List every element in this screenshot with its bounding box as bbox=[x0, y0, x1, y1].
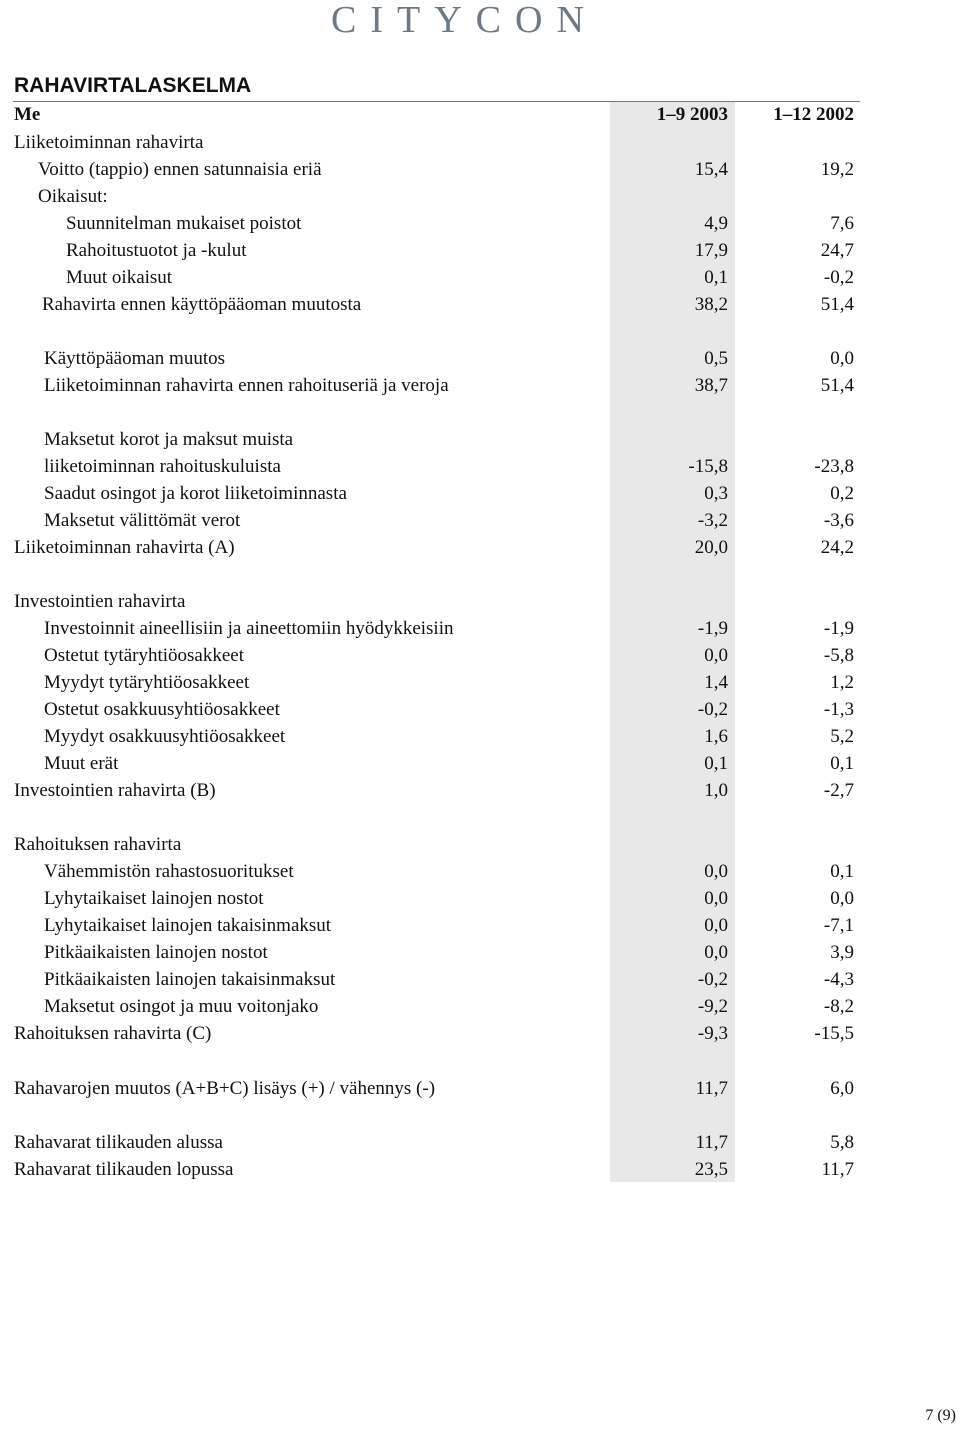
row-label: Rahavarat tilikauden alussa bbox=[14, 1132, 223, 1153]
row-label: Pitkäaikaisten lainojen takaisinmaksut bbox=[44, 969, 336, 990]
table-row bbox=[0, 237, 960, 264]
row-value-1-9-2003: -3,2 bbox=[697, 510, 728, 531]
row-value-1-9-2003: 1,0 bbox=[704, 780, 728, 801]
row-value-1-12-2002: 0,0 bbox=[830, 348, 854, 369]
table-row bbox=[0, 183, 960, 210]
table-row bbox=[0, 750, 960, 777]
row-value-1-9-2003: 15,4 bbox=[694, 159, 728, 180]
row-value-1-12-2002: -15,5 bbox=[814, 1023, 854, 1044]
row-value-1-9-2003: 38,7 bbox=[694, 375, 728, 396]
row-value-1-9-2003: 0,0 bbox=[704, 861, 728, 882]
row-value-1-12-2002: -1,9 bbox=[823, 618, 854, 639]
row-value-1-9-2003: 0,0 bbox=[704, 888, 728, 909]
row-value-1-12-2002: -4,3 bbox=[823, 969, 854, 990]
table-row bbox=[0, 858, 960, 885]
row-label: Liiketoiminnan rahavirta (A) bbox=[14, 537, 235, 558]
row-label: Maksetut osingot ja muu voitonjako bbox=[44, 996, 319, 1017]
row-value-1-12-2002: 24,2 bbox=[820, 537, 854, 558]
row-value-1-9-2003: 17,9 bbox=[694, 240, 728, 261]
row-label: Ostetut osakkuusyhtiöosakkeet bbox=[44, 699, 280, 720]
unit-label: Me bbox=[14, 104, 41, 125]
row-label: Rahoitustuotot ja -kulut bbox=[66, 240, 247, 261]
row-label: Myydyt osakkuusyhtiöosakkeet bbox=[44, 726, 286, 747]
row-value-1-9-2003: 1,6 bbox=[704, 726, 728, 747]
table-row bbox=[0, 831, 960, 858]
row-value-1-9-2003: 4,9 bbox=[704, 213, 728, 234]
row-label: Investoinnit aineellisiin ja aineettomiin hyödykkeisiin bbox=[44, 618, 454, 639]
row-value-1-12-2002: 5,2 bbox=[830, 726, 854, 747]
row-value-1-12-2002: -5,8 bbox=[823, 645, 854, 666]
row-label: Lyhytaikaiset lainojen nostot bbox=[44, 888, 264, 909]
row-value-1-9-2003: 1,4 bbox=[704, 672, 728, 693]
row-value-1-9-2003: -0,2 bbox=[697, 699, 728, 720]
table-row bbox=[0, 912, 960, 939]
table-row bbox=[0, 1129, 960, 1156]
table-row bbox=[0, 129, 960, 156]
row-value-1-12-2002: -23,8 bbox=[814, 456, 854, 477]
table-row bbox=[0, 534, 960, 561]
row-label: Investointien rahavirta bbox=[14, 591, 186, 612]
row-value-1-12-2002: 7,6 bbox=[830, 213, 854, 234]
table-row bbox=[0, 993, 960, 1020]
row-value-1-9-2003: 0,3 bbox=[704, 483, 728, 504]
table-row bbox=[0, 264, 960, 291]
table-row bbox=[0, 669, 960, 696]
row-value-1-9-2003: -9,2 bbox=[697, 996, 728, 1017]
row-value-1-9-2003: 11,7 bbox=[695, 1078, 728, 1099]
table-row bbox=[0, 615, 960, 642]
row-value-1-9-2003: -15,8 bbox=[688, 456, 728, 477]
row-value-1-12-2002: -2,7 bbox=[823, 780, 854, 801]
table-row bbox=[0, 1156, 960, 1183]
row-label: Rahavarat tilikauden lopussa bbox=[14, 1159, 234, 1180]
row-label: Myydyt tytäryhtiöosakkeet bbox=[44, 672, 250, 693]
row-label: Pitkäaikaisten lainojen nostot bbox=[44, 942, 268, 963]
row-value-1-12-2002: 51,4 bbox=[820, 375, 854, 396]
row-value-1-9-2003: -1,9 bbox=[697, 618, 728, 639]
row-value-1-12-2002: 5,8 bbox=[830, 1132, 854, 1153]
row-value-1-9-2003: 0,1 bbox=[704, 267, 728, 288]
row-value-1-12-2002: -0,2 bbox=[823, 267, 854, 288]
table-row bbox=[0, 453, 960, 480]
row-value-1-12-2002: 1,2 bbox=[830, 672, 854, 693]
row-value-1-9-2003: 38,2 bbox=[694, 294, 728, 315]
row-value-1-12-2002: 6,0 bbox=[830, 1078, 854, 1099]
row-value-1-12-2002: 19,2 bbox=[820, 159, 854, 180]
row-label: Saadut osingot ja korot liiketoiminnasta bbox=[44, 483, 347, 504]
row-label: Rahavirta ennen käyttöpääoman muutosta bbox=[42, 294, 362, 315]
column-header-1-9-2003: 1–9 2003 bbox=[656, 104, 728, 125]
row-label: Käyttöpääoman muutos bbox=[44, 348, 225, 369]
table-row bbox=[0, 777, 960, 804]
page-number: 7 (9) bbox=[925, 1407, 956, 1424]
table-row bbox=[0, 885, 960, 912]
table-row bbox=[0, 696, 960, 723]
row-label: liiketoiminnan rahoituskuluista bbox=[44, 456, 281, 477]
row-value-1-9-2003: 0,0 bbox=[704, 915, 728, 936]
row-value-1-12-2002: -7,1 bbox=[823, 915, 854, 936]
row-label: Rahoituksen rahavirta (C) bbox=[14, 1023, 212, 1044]
table-row bbox=[0, 291, 960, 318]
row-value-1-12-2002: 0,2 bbox=[830, 483, 854, 504]
row-label: Liiketoiminnan rahavirta bbox=[14, 132, 204, 153]
row-label: Rahoituksen rahavirta bbox=[14, 834, 182, 855]
row-value-1-9-2003: -9,3 bbox=[697, 1023, 728, 1044]
table-row bbox=[0, 1020, 960, 1047]
row-label: Rahavarojen muutos (A+B+C) lisäys (+) / vähennys (-) bbox=[14, 1078, 436, 1099]
row-value-1-9-2003: 20,0 bbox=[694, 537, 728, 558]
table-row bbox=[0, 480, 960, 507]
citycon-logo: CITYCON bbox=[331, 0, 598, 41]
row-value-1-12-2002: 11,7 bbox=[821, 1159, 854, 1180]
row-value-1-12-2002: 24,7 bbox=[820, 240, 854, 261]
row-label: Suunnitelman mukaiset poistot bbox=[66, 213, 302, 234]
column-header-1-12-2002: 1–12 2002 bbox=[773, 104, 854, 125]
row-label: Ostetut tytäryhtiöosakkeet bbox=[44, 645, 244, 666]
table-row bbox=[0, 345, 960, 372]
row-label: Lyhytaikaiset lainojen takaisinmaksut bbox=[44, 915, 332, 936]
row-value-1-12-2002: 3,9 bbox=[830, 942, 854, 963]
table-row bbox=[0, 588, 960, 615]
row-value-1-9-2003: 23,5 bbox=[694, 1159, 728, 1180]
row-value-1-9-2003: 0,5 bbox=[704, 348, 728, 369]
row-value-1-12-2002: 0,1 bbox=[830, 861, 854, 882]
row-label: Maksetut välittömät verot bbox=[44, 510, 241, 531]
row-label: Investointien rahavirta (B) bbox=[14, 780, 216, 801]
row-value-1-12-2002: 51,4 bbox=[820, 294, 854, 315]
row-value-1-9-2003: 11,7 bbox=[695, 1132, 728, 1153]
table-row bbox=[0, 642, 960, 669]
row-value-1-12-2002: -8,2 bbox=[823, 996, 854, 1017]
table-row bbox=[0, 507, 960, 534]
row-label: Maksetut korot ja maksut muista bbox=[44, 429, 294, 450]
table-row bbox=[0, 372, 960, 399]
row-value-1-9-2003: -0,2 bbox=[697, 969, 728, 990]
table-row bbox=[0, 939, 960, 966]
row-value-1-12-2002: 0,1 bbox=[830, 753, 854, 774]
statement-title: RAHAVIRTALASKELMA bbox=[14, 74, 252, 97]
row-label: Muut erät bbox=[44, 753, 119, 774]
table-row bbox=[0, 210, 960, 237]
row-label: Voitto (tappio) ennen satunnaisia eriä bbox=[38, 159, 322, 180]
row-value-1-12-2002: 0,0 bbox=[830, 888, 854, 909]
row-label: Oikaisut: bbox=[38, 186, 108, 207]
column-header-row bbox=[0, 101, 960, 128]
table-row bbox=[0, 723, 960, 750]
table-row bbox=[0, 156, 960, 183]
row-value-1-9-2003: 0,1 bbox=[704, 753, 728, 774]
row-value-1-9-2003: 0,0 bbox=[704, 942, 728, 963]
row-label: Liiketoiminnan rahavirta ennen rahoituseriä ja veroja bbox=[44, 375, 449, 396]
row-value-1-12-2002: -1,3 bbox=[823, 699, 854, 720]
table-row bbox=[0, 966, 960, 993]
table-row bbox=[0, 1075, 960, 1102]
row-label: Muut oikaisut bbox=[66, 267, 173, 288]
table-row bbox=[0, 426, 960, 453]
row-value-1-9-2003: 0,0 bbox=[704, 645, 728, 666]
row-label: Vähemmistön rahastosuoritukset bbox=[44, 861, 294, 882]
row-value-1-12-2002: -3,6 bbox=[823, 510, 854, 531]
